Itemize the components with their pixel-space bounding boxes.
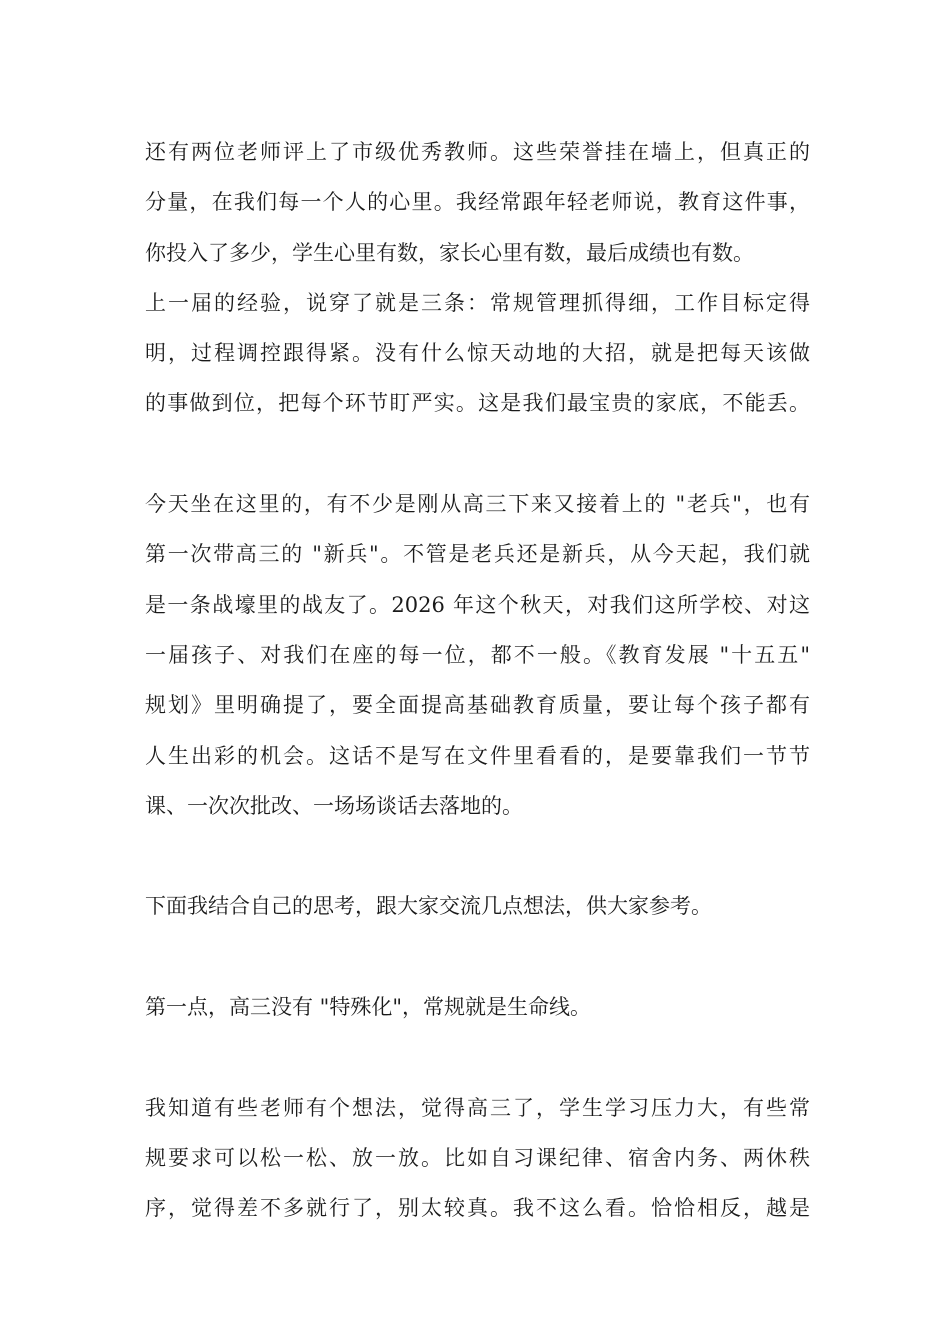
text-line: 你投入了多少，学生心里有数，家长心里有数，最后成绩也有数。 (145, 240, 754, 265)
text-line: 还有两位老师评上了市级优秀教师。这些荣誉挂在墙上，但真正的 (145, 140, 810, 164)
text-line: 规划》里明确提了，要全面提高基础教育质量，要让每个孩子都有 (145, 693, 810, 718)
paragraph-honors-and-experience (145, 133, 810, 435)
paragraph-gap (145, 435, 810, 485)
text-line: 上一届的经验，说穿了就是三条：常规管理抓得细，工作目标定得 (145, 290, 810, 315)
text-line: 分量，在我们每一个人的心里。我经常跟年轻老师说，教育这件事， (145, 190, 810, 215)
document-body (145, 133, 810, 1240)
text-line: 规要求可以松一松、放一放。比如自习课纪律、宿舍内务、两休秩 (145, 1145, 810, 1170)
paragraph-gap (145, 837, 810, 887)
text-line: 一届孩子、对我们在座的每一位，都不一般。《教育发展 "十五五" (145, 642, 810, 667)
text-line: 明，过程调控跟得紧。没有什么惊天动地的大招，就是把每天该做 (145, 341, 810, 366)
text-line: 课、一次次批改、一场场谈话去落地的。 (145, 793, 523, 818)
paragraph-veterans-and-newcomers (145, 485, 810, 837)
text-line: 下面我结合自己的思考，跟大家交流几点想法，供大家参考。 (145, 894, 712, 919)
paragraph-gap (145, 1038, 810, 1088)
text-line: 今天坐在这里的，有不少是刚从高三下来又接着上的 "老兵"，也有 (145, 492, 810, 517)
section-heading-point-one (145, 988, 810, 1038)
paragraph-gap (145, 938, 810, 988)
paragraph-routine-discipline (145, 1089, 810, 1240)
text-line: 人生出彩的机会。这话不是写在文件里看看的，是要靠我们一节节 (145, 743, 810, 768)
text-line: 第一点，高三没有 "特殊化"，常规就是生命线。 (145, 995, 591, 1020)
text-line: 序，觉得差不多就行了，别太较真。我不这么看。恰恰相反，越是 (145, 1196, 810, 1221)
text-line: 我知道有些老师有个想法，觉得高三了，学生学习压力大，有些常 (145, 1095, 810, 1120)
text-line: 的事做到位，把每个环节盯严实。这是我们最宝贵的家底，不能丢。 (145, 391, 810, 416)
text-line: 第一次带高三的 "新兵"。不管是老兵还是新兵，从今天起，我们就 (145, 542, 810, 567)
text-line: 是一条战壕里的战友了。2026 年这个秋天，对我们这所学校、对这 (145, 592, 810, 617)
paragraph-intro-to-points (145, 887, 810, 937)
